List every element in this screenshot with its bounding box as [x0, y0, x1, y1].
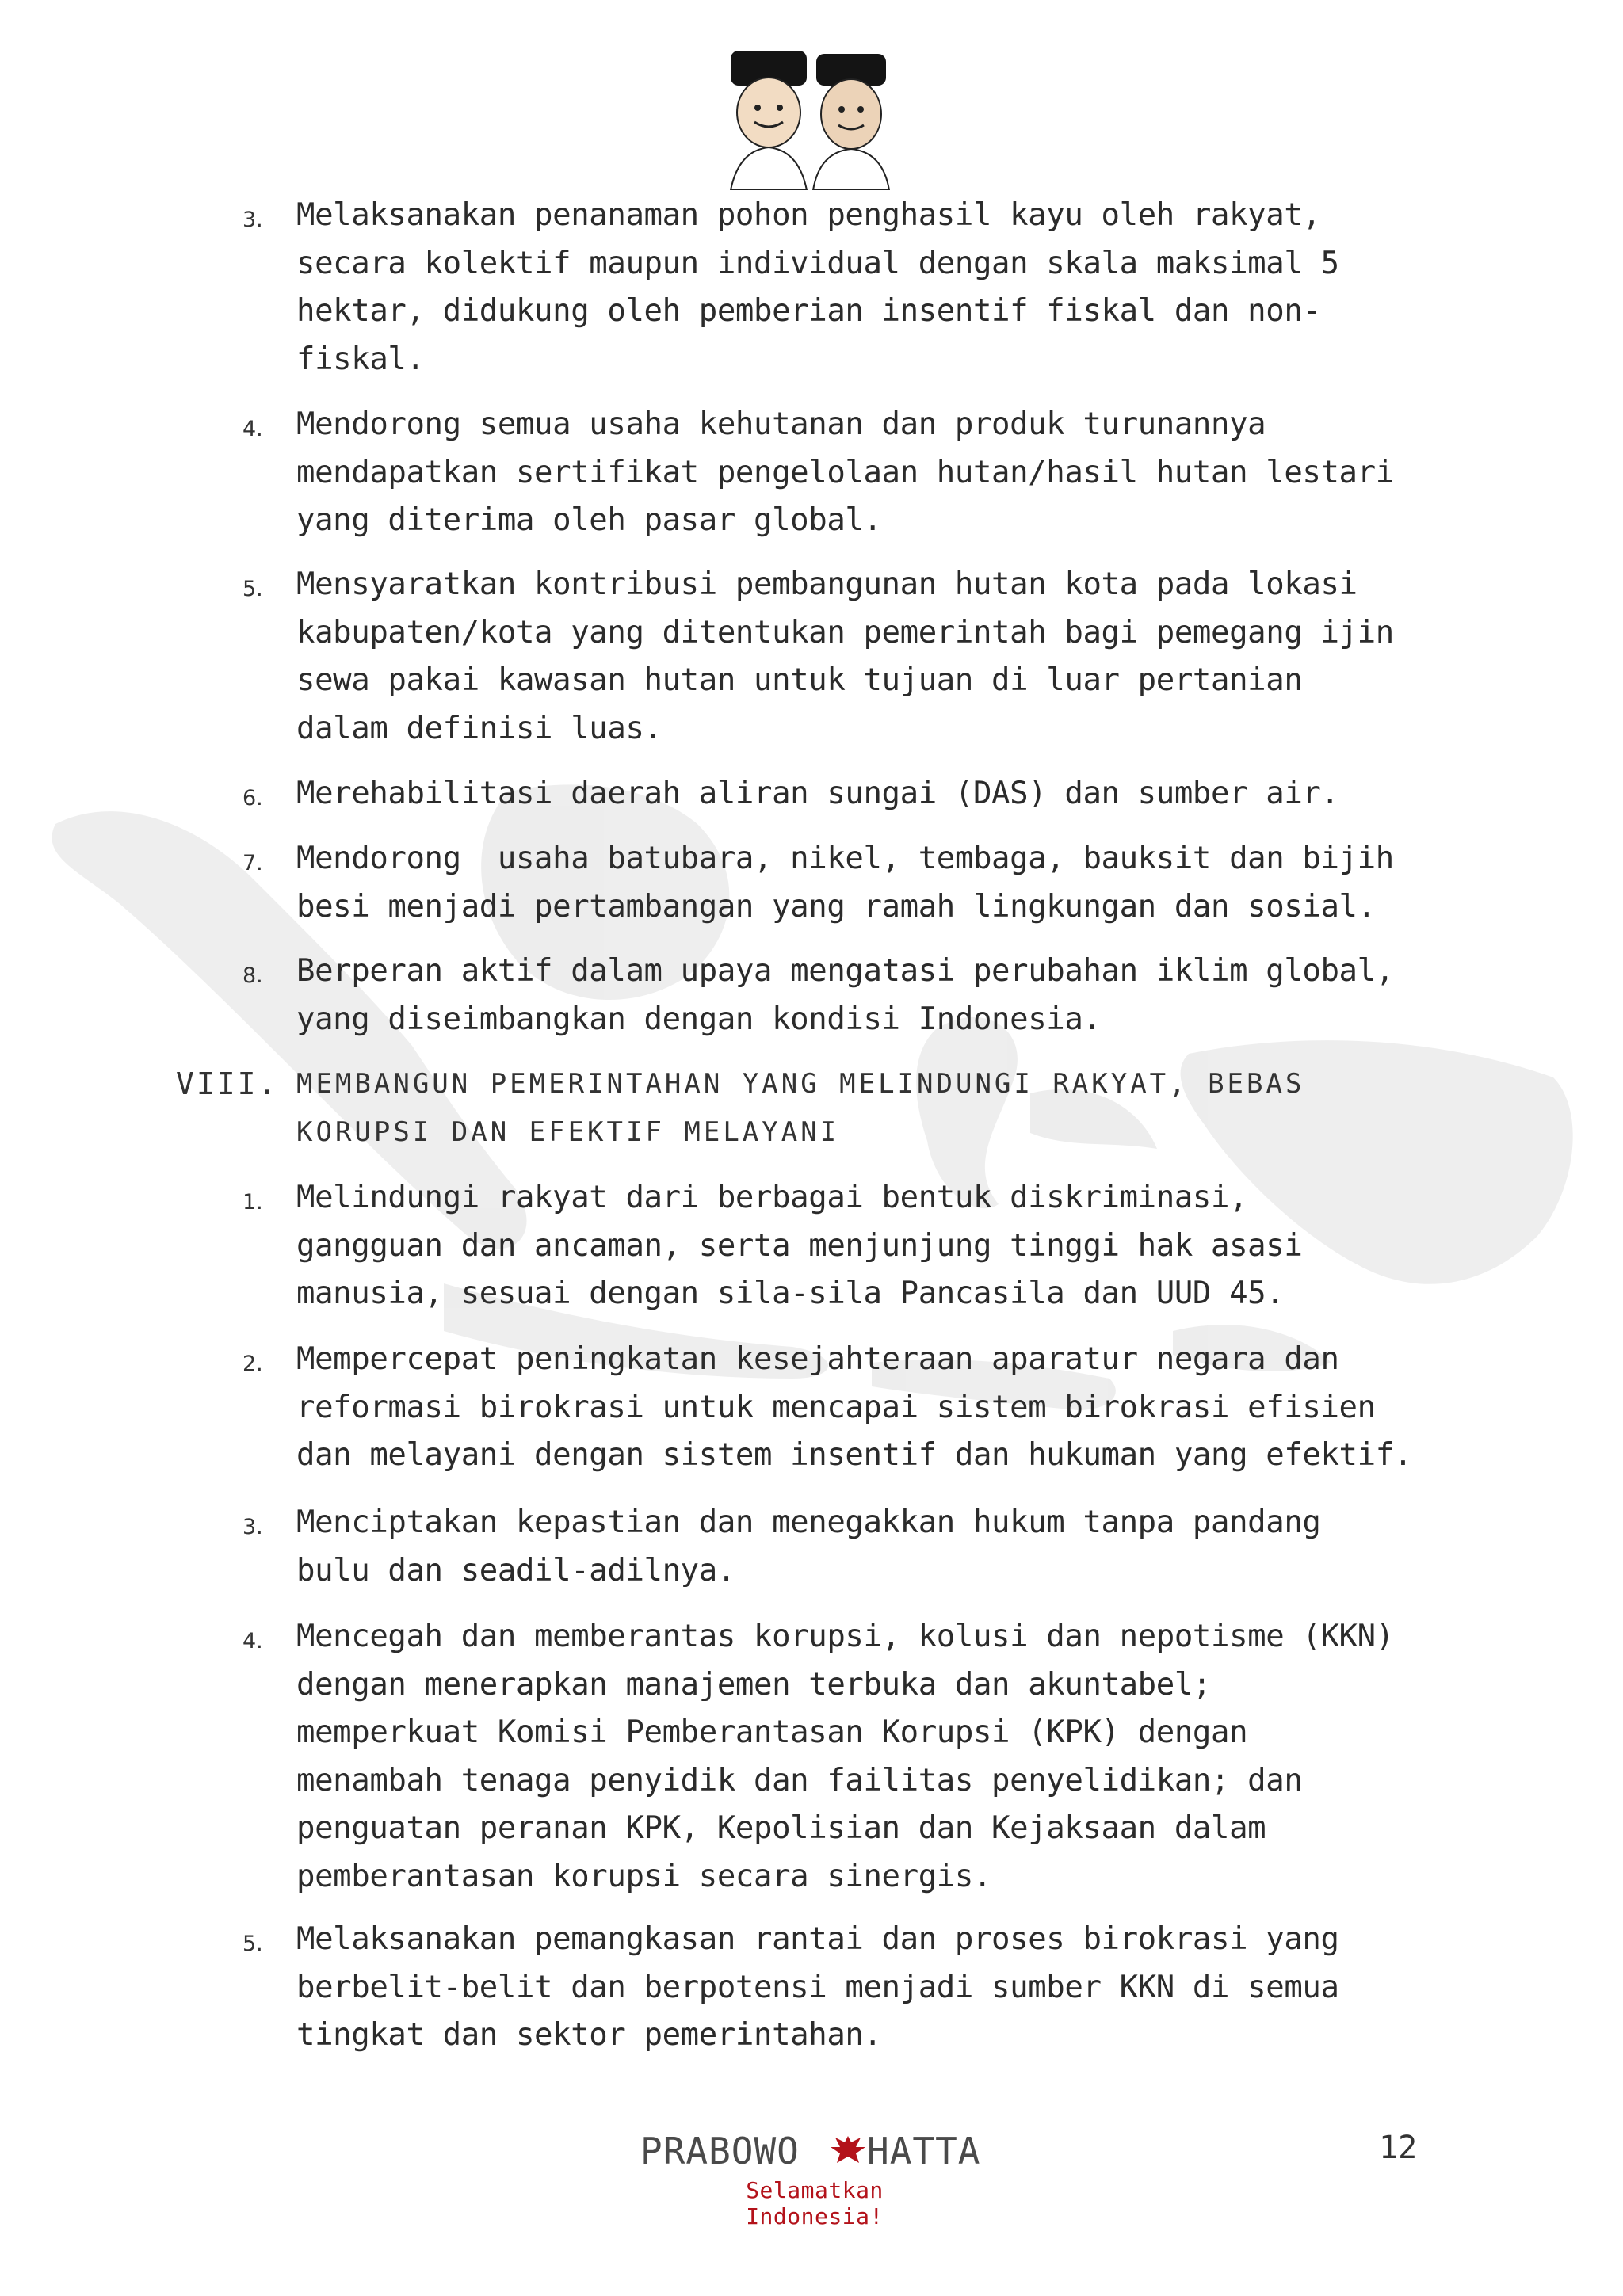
page-number: 12 — [1379, 2130, 1418, 2166]
section-number: VIII. — [176, 1066, 279, 1101]
list-item-line: yang diseimbangkan dengan kondisi Indonesia. — [296, 1001, 1102, 1037]
list-item-number: 8. — [242, 963, 263, 988]
list-item-line: pemberantasan korupsi secara sinergis. — [296, 1858, 992, 1894]
list-item-number: 2. — [242, 1352, 263, 1376]
list-item-line: Mencegah dan memberantas korupsi, kolusi dan nepotisme (KKN) — [296, 1619, 1394, 1654]
list-item-line: Menciptakan kepastian dan menegakkan hukum tanpa pandang — [296, 1505, 1321, 1540]
list-item-number: 1. — [242, 1190, 263, 1215]
list-item-line: Melaksanakan penanaman pohon penghasil kayu oleh rakyat, — [296, 197, 1321, 233]
list-item-line: Mempercepat peningkatan kesejahteraan aparatur negara dan — [296, 1341, 1339, 1377]
list-item-line: dan melayani dengan sistem insentif dan hukuman yang efektif. — [296, 1437, 1412, 1473]
list-item-line: Berperan aktif dalam upaya mengatasi perubahan iklim global, — [296, 953, 1394, 989]
list-item-line: fiskal. — [296, 341, 425, 377]
list-item-number: 7. — [242, 851, 263, 875]
list-item-line: besi menjadi pertambangan yang ramah lingkungan dan sosial. — [296, 888, 1376, 925]
list-item-line: sewa pakai kawasan hutan untuk tujuan di luar pertanian — [296, 662, 1303, 698]
list-item-line: bulu dan seadil-adilnya. — [296, 1552, 735, 1589]
list-item-line: hektar, didukung oleh pemberian insentif fiskal dan non- — [296, 293, 1321, 329]
list-item-line: dalam definisi luas. — [296, 710, 663, 746]
list-item-line: memperkuat Komisi Pemberantasan Korupsi (KPK) dengan — [296, 1714, 1248, 1750]
brand-name-right: HATTA — [867, 2130, 981, 2172]
list-item-number: 5. — [242, 1932, 263, 1956]
list-item-line: kabupaten/kota yang ditentukan pemerintah bagi pemegang ijin — [296, 614, 1394, 650]
section-title-line: MEMBANGUN PEMERINTAHAN YANG MELINDUNGI RAKYAT, BEBAS — [296, 1068, 1305, 1100]
list-item-number: 6. — [242, 786, 263, 810]
list-item-number: 4. — [242, 417, 263, 441]
list-item-number: 3. — [242, 1515, 263, 1539]
list-item-line: dengan menerapkan manajemen terbuka dan akuntabel; — [296, 1666, 1211, 1703]
list-item-line: tingkat dan sektor pemerintahan. — [296, 2017, 882, 2053]
list-item-line: Melindungi rakyat dari berbagai bentuk diskriminasi, — [296, 1180, 1248, 1215]
list-item-number: 3. — [242, 208, 263, 232]
tagline: Selamatkan Indonesia! — [746, 2177, 884, 2229]
candidates-portrait-icon — [723, 49, 897, 190]
list-item-line: berbelit-belit dan berpotensi menjadi sumber KKN di semua — [296, 1969, 1339, 2005]
list-item-line: Mendorong semua usaha kehutanan dan produk turunannya — [296, 406, 1266, 442]
list-item-line: Mendorong usaha batubara, nikel, tembaga, bauksit dan bijih — [296, 841, 1394, 876]
list-item-line: secara kolektif maupun individual dengan skala maksimal 5 — [296, 245, 1339, 281]
list-item-line: Melaksanakan pemangkasan rantai dan proses birokrasi yang — [296, 1921, 1339, 1957]
list-item-line: gangguan dan ancaman, serta menjunjung tinggi hak asasi — [296, 1227, 1303, 1264]
list-item-line: mendapatkan sertifikat pengelolaan hutan/hasil hutan lestari — [296, 454, 1394, 490]
list-item-line: reformasi birokrasi untuk mencapai sistem birokrasi efisien — [296, 1389, 1376, 1425]
list-item-line: manusia, sesuai dengan sila-sila Pancasila dan UUD 45. — [296, 1276, 1285, 1311]
list-item-line: penguatan peranan KPK, Kepolisian dan Kejaksaan dalam — [296, 1810, 1266, 1846]
list-item-number: 4. — [242, 1629, 263, 1653]
list-item-number: 5. — [242, 577, 263, 601]
list-item-line: Mensyaratkan kontribusi pembangunan hutan kota pada lokasi — [296, 566, 1358, 602]
list-item-line: menambah tenaga penyidik dan failitas penyelidikan; dan — [296, 1762, 1303, 1798]
section-title-line: KORUPSI DAN EFEKTIF MELAYANI — [296, 1116, 840, 1148]
brand-name-left: PRABOWO — [640, 2130, 800, 2172]
list-item-line: yang diterima oleh pasar global. — [296, 502, 882, 538]
list-item-line: Merehabilitasi daerah aliran sungai (DAS) dan sumber air. — [296, 776, 1339, 811]
